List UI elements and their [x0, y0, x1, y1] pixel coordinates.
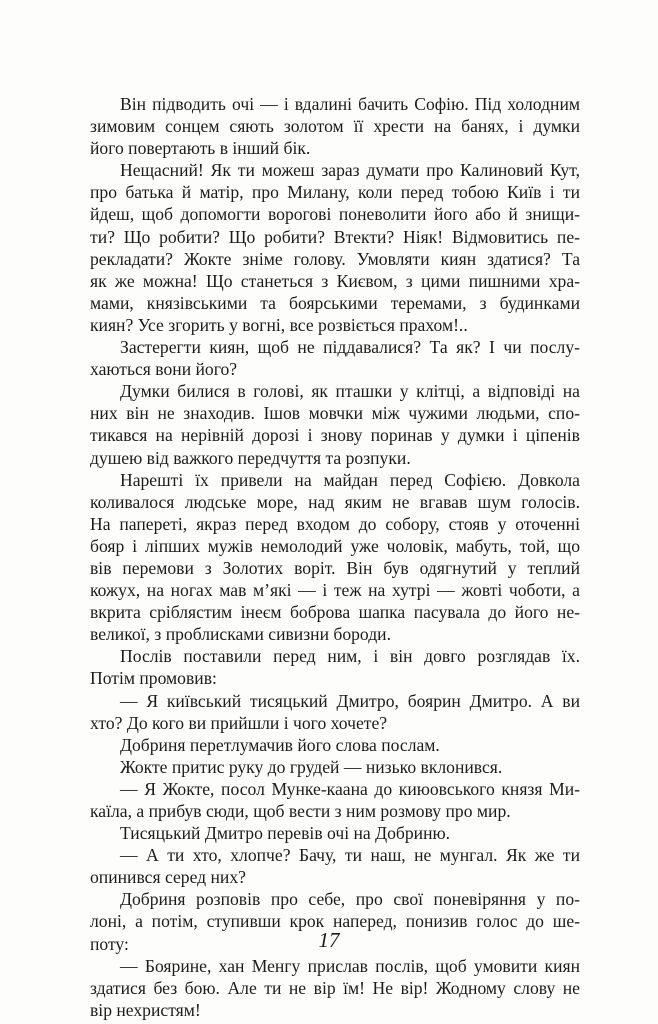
text-line: — Боярине, хан Менгу прислав послів, щоб умовити киян [120, 955, 580, 976]
text-line: Застерегти киян, щоб не піддавалися? Та як? І чи послу- [120, 337, 580, 358]
text-line: Нарешті їх привели на майдан перед Софією. Довкола [120, 469, 580, 490]
text-line: лоні, а потім, ступивши крок наперед, понизив голос до ше- [90, 911, 580, 932]
text-line: хто? До кого ви прийшли і чого хочете? [90, 712, 388, 733]
text-line: каїла, а прибув сюди, щоб вести з ним розмову про мир. [90, 801, 511, 821]
text-line: як же можна! Що станеться з Києвом, з цими пишними хра- [90, 270, 580, 291]
text-line: Нещасний! Як ти можеш зараз думати про Калиновий Кут, [120, 160, 580, 181]
text-line: хаються вони його? [90, 359, 238, 380]
text-line: Добриня розповів про себе, про свої поневіряння у по- [120, 889, 580, 910]
text-line: вкрита сріблястим інеєм боброва шапка пасувала до його не- [90, 602, 580, 623]
text-line: зимовим сонцем сяють золотом її хрести на банях, і думки [90, 116, 580, 137]
text-line: опинився серед них? [90, 867, 246, 888]
text-line: них він не знаходив. Ішов мовчки між чужими людьми, спо- [90, 403, 580, 424]
text-line: його повертають в інший бік. [90, 138, 311, 159]
text-line: ти? Що робити? Що робити? Втекти? Ніяк! Відмовитись пе- [90, 226, 580, 247]
text-line: Він підводить очі — і вдалині бачить Софію. Під холодним [120, 94, 580, 114]
text-line: тикався на нерівній дорозі і знову поринав у думки і ціпенів [90, 425, 580, 446]
text-line: Тисяцький Дмитро перевів очі на Добриню. [120, 823, 451, 844]
text-line: коливалося людське море, над яким не вгавав шум голосів. [90, 491, 580, 512]
text-line: бояр і ліпших мужів немолодий уже чоловік, мабуть, той, що [90, 535, 580, 556]
text-line: кожух, на ногах мав м’які — і теж на хутрі — жовті чоботи, а [90, 580, 580, 601]
text-line: — А ти хто, хлопче? Бачу, ти наш, не мунгал. Як же ти [120, 845, 580, 866]
text-line: душею від важкого передчуття та розпуки. [90, 447, 411, 468]
text-line: Добриня перетлумачив його слова послам. [120, 734, 440, 755]
text-line: Послів поставили перед ним, і він довго розглядав їх. [120, 646, 580, 667]
text-line: — Я Жокте, посол Мунке-каана до киюовського князя Ми- [120, 778, 580, 799]
text-line: здатися без бою. Але ти не вір їм! Не вір! Жодному слову не [90, 977, 580, 998]
text-line: про батька й матір, про Милану, коли перед тобою Київ і ти [90, 182, 580, 203]
text-line: мами, князівськими та боярськими теремами, з будинками [90, 292, 580, 313]
text-line: поту: [90, 933, 129, 954]
text-line: — Я київський тисяцький Дмитро, боярин Дмитро. А ви [120, 690, 580, 711]
page-number: 17 [318, 928, 340, 952]
text-line: йдеш, щоб допомогти ворогові поневолити його або й знищи- [90, 204, 580, 225]
text-line: вів перемови з Золотих воріт. Він був одягнутий у теплий [90, 557, 580, 578]
text-line: Жокте притис руку до грудей — низько вклонився. [120, 756, 503, 777]
text-line: вір нехристям! [90, 999, 201, 1020]
text-line: Потім промовив: [90, 668, 217, 689]
text-line: Думки билися в голові, як пташки у клітці, а відповіді на [120, 381, 580, 402]
body-text [90, 93, 580, 1021]
text-line: На папереті, якраз перед входом до собору, стояв у оточенні [90, 513, 580, 534]
text-line: рекладати? Жокте зніме голову. Умовляти киян здатися? Та [90, 248, 580, 269]
text-line: киян? Усе згорить у вогні, все розвіється прахом!.. [90, 314, 468, 335]
text-line: великої, з проблисками сивизни бороди. [90, 624, 391, 645]
